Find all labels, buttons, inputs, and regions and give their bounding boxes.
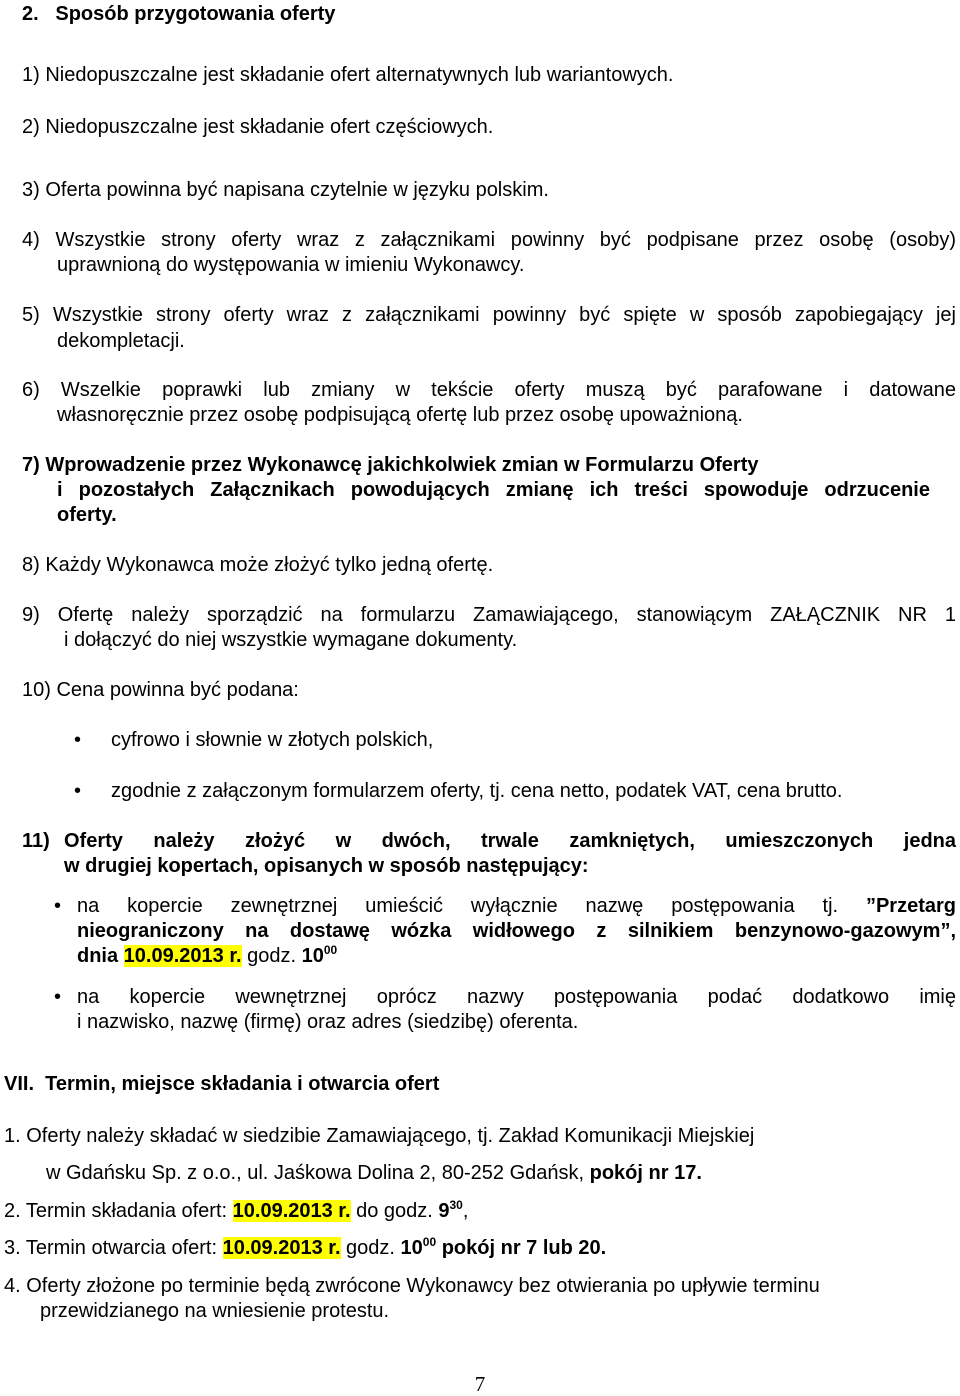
- item-3: 3) Oferta powinna być napisana czytelnie w języku polskim.: [22, 179, 549, 201]
- section-title: Termin, miejsce składania i otwarcia ofert: [45, 1073, 440, 1095]
- item-10-bullet-2: zgodnie z załączonym formularzem oferty, tj. cena netto, podatek VAT, cena brutto.: [111, 780, 843, 802]
- vii-item-1-line-1: 1. Oferty należy składać w siedzibie Zamawiającego, tj. Zakład Komunikacji Miejskiej: [4, 1125, 755, 1147]
- item-5-line-1: 5) Wszystkie strony oferty wraz z załącznikami powinny być spięte w sposób zapobiegający jej: [22, 304, 956, 326]
- item-10: 10) Cena powinna być podana:: [22, 679, 299, 701]
- item-6-line-1: 6) Wszelkie poprawki lub zmiany w tekście oferty muszą być parafowane i datowane: [22, 379, 956, 401]
- item-10-bullet-1: cyfrowo i słownie w złotych polskich,: [111, 729, 434, 751]
- item-7-line-3: oferty.: [57, 504, 117, 526]
- item-11-line-2: w drugiej kopertach, opisanych w sposób następujący:: [64, 855, 589, 877]
- vii-item-2: 2. Termin składania ofert: 10.09.2013 r. do godz. $9^{30}$,: [4, 1198, 469, 1222]
- item-4-line-1: 4) Wszystkie strony oferty wraz z załącznikami powinny być podpisane przez osobę (osoby): [22, 229, 956, 251]
- highlighted-date: 10.09.2013 r.: [123, 945, 242, 967]
- item-11-bullet-1-line-3: dnia 10.09.2013 r. godz. $10^{00}$: [77, 943, 338, 967]
- section-heading: [4, 1072, 439, 1096]
- section-number: 2.: [22, 3, 39, 25]
- section-heading: [22, 2, 335, 26]
- highlighted-date: 10.09.2013 r.: [222, 1237, 341, 1259]
- item-7-line-1: 7) Wprowadzenie przez Wykonawcę jakichkolwiek zmian w Formularzu Oferty: [22, 454, 759, 476]
- bullet-icon: •: [54, 986, 62, 1008]
- item-9-line-1: 9) Ofertę należy sporządzić na formularzu Zamawiającego, stanowiącym ZAŁĄCZNIK NR 1: [22, 604, 956, 626]
- item-11-number: 11): [22, 830, 50, 852]
- page-number: 7: [474, 1372, 486, 1396]
- highlighted-date: 10.09.2013 r.: [232, 1200, 351, 1222]
- bullet-icon: •: [74, 780, 82, 802]
- item-4-line-2: uprawnioną do występowania w imieniu Wykonawcy.: [57, 254, 525, 276]
- vii-item-4-line-2: przewidzianego na wniesienie protestu.: [40, 1300, 390, 1322]
- item-7-line-2: i pozostałych Załącznikach powodujących zmianę ich treści spowoduje odrzucenie: [57, 479, 930, 501]
- section-number: VII.: [4, 1073, 35, 1095]
- vii-item-3: 3. Termin otwarcia ofert: 10.09.2013 r. godz. $10^{00}$ pokój nr 7 lub 20.: [4, 1235, 607, 1259]
- item-9-line-2: i dołączyć do niej wszystkie wymagane dokumenty.: [64, 629, 518, 651]
- item-2: 2) Niedopuszczalne jest składanie ofert częściowych.: [22, 116, 494, 138]
- bullet-icon: •: [74, 729, 82, 751]
- item-11-bullet-2-line-1: na kopercie wewnętrznej oprócz nazwy postępowania podać dodatkowo imię: [77, 986, 956, 1008]
- item-5-line-2: dekompletacji.: [57, 330, 185, 352]
- item-6-line-2: własnoręcznie przez osobę podpisującą ofertę lub przez osobę upoważnioną.: [57, 404, 743, 426]
- item-11-bullet-2-line-2: i nazwisko, nazwę (firmę) oraz adres (siedzibę) oferenta.: [77, 1011, 579, 1033]
- item-11-bullet-1-line-1: na kopercie zewnętrznej umieścić wyłącznie nazwę postępowania tj. ”Przetarg: [77, 895, 956, 917]
- vii-item-4-line-1: 4. Oferty złożone po terminie będą zwrócone Wykonawcy bez otwierania po upływie terminu: [4, 1275, 820, 1297]
- item-8: 8) Każdy Wykonawca może złożyć tylko jedną ofertę.: [22, 554, 494, 576]
- bullet-icon: •: [54, 895, 62, 917]
- section-title: Sposób przygotowania oferty: [55, 3, 336, 25]
- vii-item-1-line-2: w Gdańsku Sp. z o.o., ul. Jaśkowa Dolina 2, 80-252 Gdańsk, pokój nr 17.: [46, 1162, 702, 1184]
- item-11-bullet-1-line-2: nieograniczony na dostawę wózka widłowego z silnikiem benzynowo-gazowym”,: [77, 920, 956, 942]
- item-1: 1) Niedopuszczalne jest składanie ofert alternatywnych lub wariantowych.: [22, 64, 674, 86]
- item-11-line-1: Oferty należy złożyć w dwóch, trwale zamkniętych, umieszczonych jedna: [64, 830, 956, 852]
